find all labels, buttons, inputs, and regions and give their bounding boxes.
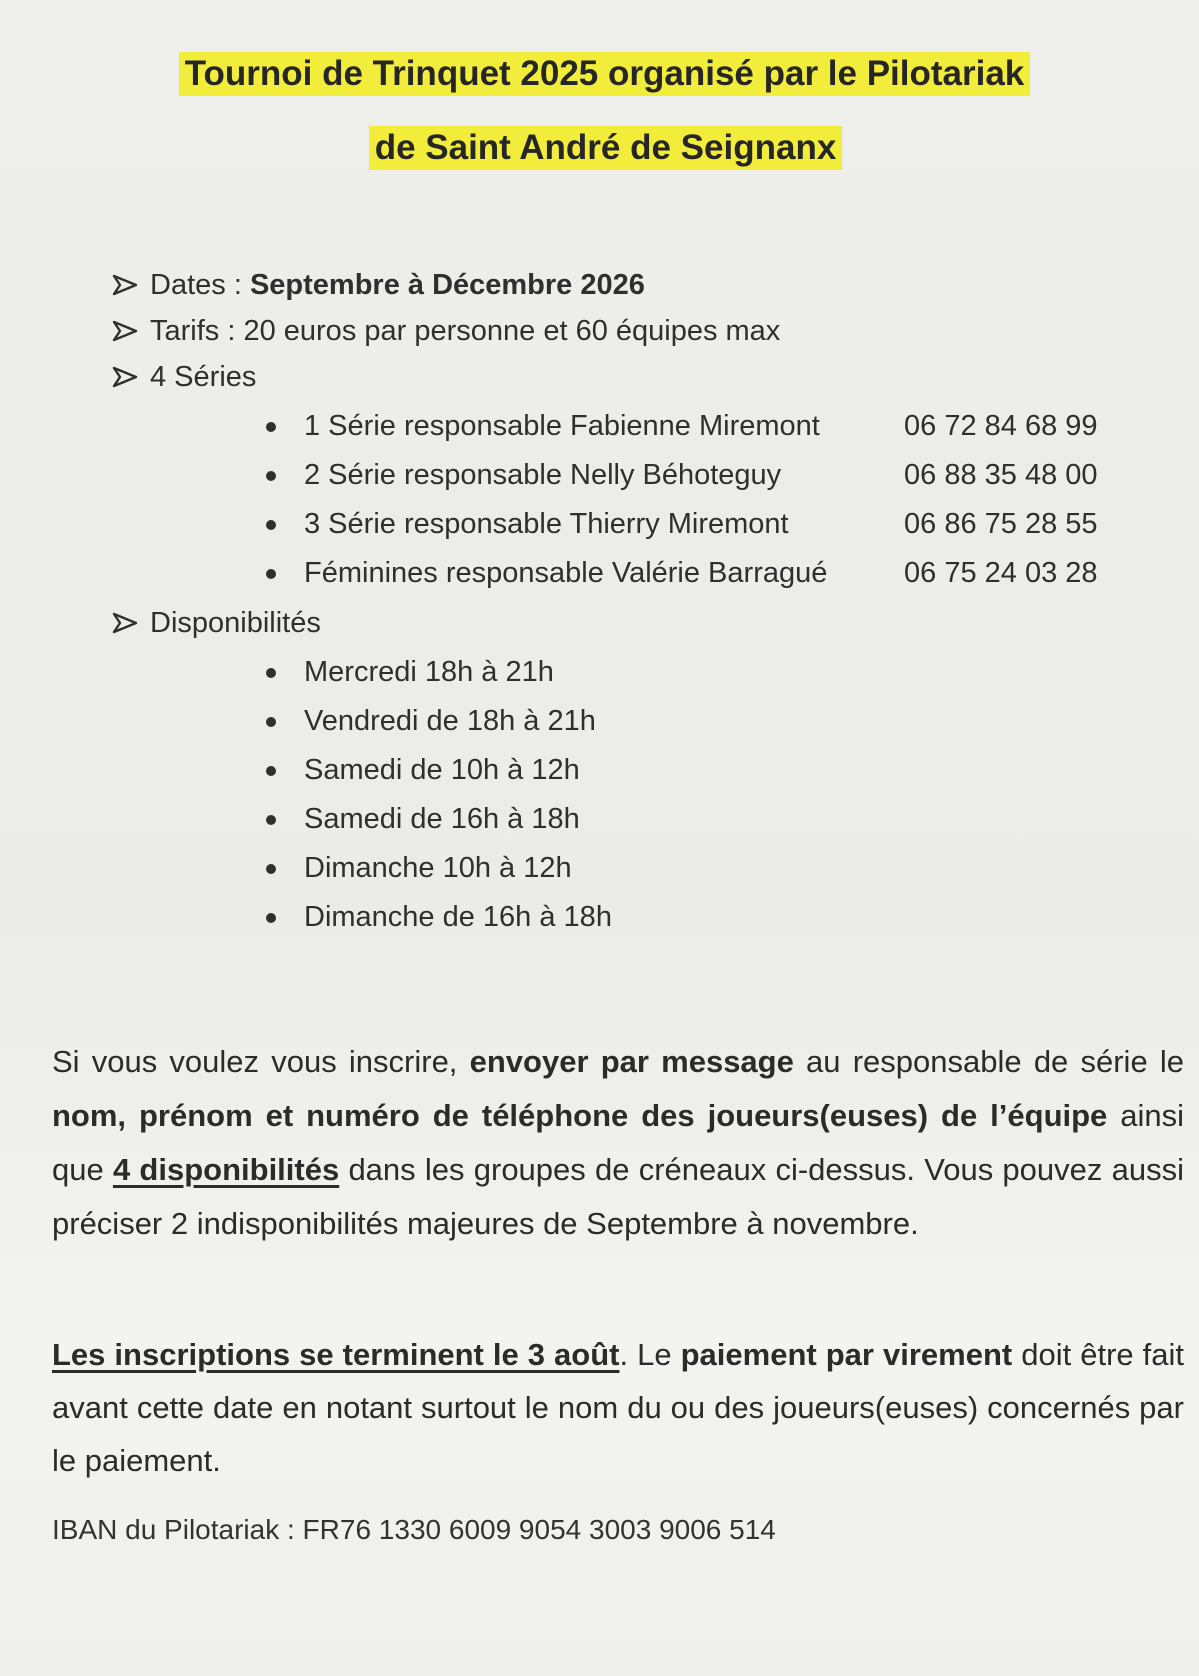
list-item xyxy=(266,746,1152,795)
p1-bold-1: envoyer par message xyxy=(469,1044,794,1079)
p1-bold-2: nom, prénom et numéro de téléphone des joueurs(euses) de l’équipe xyxy=(52,1098,1108,1133)
dispo-slot: Vendredi de 18h à 21h xyxy=(304,705,596,737)
bullet-dot-icon xyxy=(266,668,276,678)
bullet-dot-icon xyxy=(266,815,276,825)
serie-responsable: 2 Série responsable Nelly Béhoteguy xyxy=(304,459,782,491)
arrowhead-icon xyxy=(112,366,138,388)
list-item xyxy=(266,500,1152,549)
tarifs-item xyxy=(112,308,1152,354)
p1-text-4: dans les groupes de créneaux ci-dessus. Vous pouvez aussi préciser 2 indisponibilités majeures de Septembre à novembre. xyxy=(52,1152,1184,1241)
list-item xyxy=(266,844,1152,893)
list-item xyxy=(266,648,1152,697)
tarifs-text: Tarifs : 20 euros par personne et 60 équipes max xyxy=(150,314,781,347)
serie-phone: 06 75 24 03 28 xyxy=(904,557,1098,589)
p2-bold: paiement par virement xyxy=(680,1337,1013,1372)
dates-label: Dates : xyxy=(150,268,242,301)
dispo-list xyxy=(266,648,1152,942)
p1-bold-underline: 4 disponibilités xyxy=(112,1152,340,1187)
p1-text-1: Si vous voulez vous inscrire, xyxy=(52,1044,470,1079)
p2-text-1: . Le xyxy=(619,1337,681,1372)
p1-text-3: ainsi que xyxy=(52,1098,1184,1187)
bullet-dot-icon xyxy=(266,422,276,432)
list-item xyxy=(266,451,1152,500)
payment-paragraph xyxy=(52,1328,1184,1487)
serie-phone: 06 86 75 28 55 xyxy=(904,508,1098,540)
serie-phone: 06 88 35 48 00 xyxy=(904,459,1098,491)
arrowhead-icon xyxy=(112,612,138,634)
p2-text-2: doit être fait avant cette date en notant surtout le nom du ou des joueurs(euses) concernés par le paiement. xyxy=(52,1337,1185,1478)
list-item xyxy=(266,893,1152,942)
bullet-dot-icon xyxy=(266,864,276,874)
p1-text-2: au responsable de série le xyxy=(793,1044,1184,1079)
series-list xyxy=(266,402,1152,598)
series-item xyxy=(112,354,1152,400)
dispo-label: Disponibilités xyxy=(150,606,321,639)
dispo-slot: Samedi de 10h à 12h xyxy=(304,754,580,786)
dispo-slot: Dimanche 10h à 12h xyxy=(304,852,572,884)
dates-item xyxy=(112,262,1152,308)
arrowhead-icon xyxy=(112,320,138,342)
title-block xyxy=(0,52,1199,170)
dispo-item xyxy=(112,600,1152,646)
series-label: 4 Séries xyxy=(150,360,257,393)
list-item xyxy=(266,697,1152,746)
dates-value: Septembre à Décembre 2026 xyxy=(249,268,645,301)
bullet-dot-icon xyxy=(266,569,276,579)
p2-underline: Les inscriptions se terminent le 3 août xyxy=(52,1337,620,1372)
title-line-1: Tournoi de Trinquet 2025 organisé par le Pilotariak xyxy=(179,52,1031,96)
arrowhead-icon xyxy=(112,274,138,296)
bullet-dot-icon xyxy=(266,913,276,923)
list-item xyxy=(266,402,1152,451)
list-item xyxy=(266,795,1152,844)
info-section xyxy=(112,262,1152,944)
dispo-slot: Dimanche de 16h à 18h xyxy=(304,901,612,933)
serie-responsable: 1 Série responsable Fabienne Miremont xyxy=(304,410,820,442)
list-item xyxy=(266,549,1152,598)
bullet-dot-icon xyxy=(266,520,276,530)
serie-responsable: 3 Série responsable Thierry Miremont xyxy=(304,508,789,540)
serie-responsable: Féminines responsable Valérie Barragué xyxy=(304,557,828,589)
bullet-dot-icon xyxy=(266,766,276,776)
dispo-slot: Samedi de 16h à 18h xyxy=(304,803,580,835)
iban-line: IBAN du Pilotariak : FR76 1330 6009 9054 3003 9006 514 xyxy=(52,1514,776,1545)
title-line-2: de Saint André de Seignanx xyxy=(369,126,843,170)
bullet-dot-icon xyxy=(266,471,276,481)
bullet-dot-icon xyxy=(266,717,276,727)
dispo-slot: Mercredi 18h à 21h xyxy=(304,656,554,688)
serie-phone: 06 72 84 68 99 xyxy=(904,410,1098,442)
inscription-paragraph xyxy=(52,1035,1184,1251)
